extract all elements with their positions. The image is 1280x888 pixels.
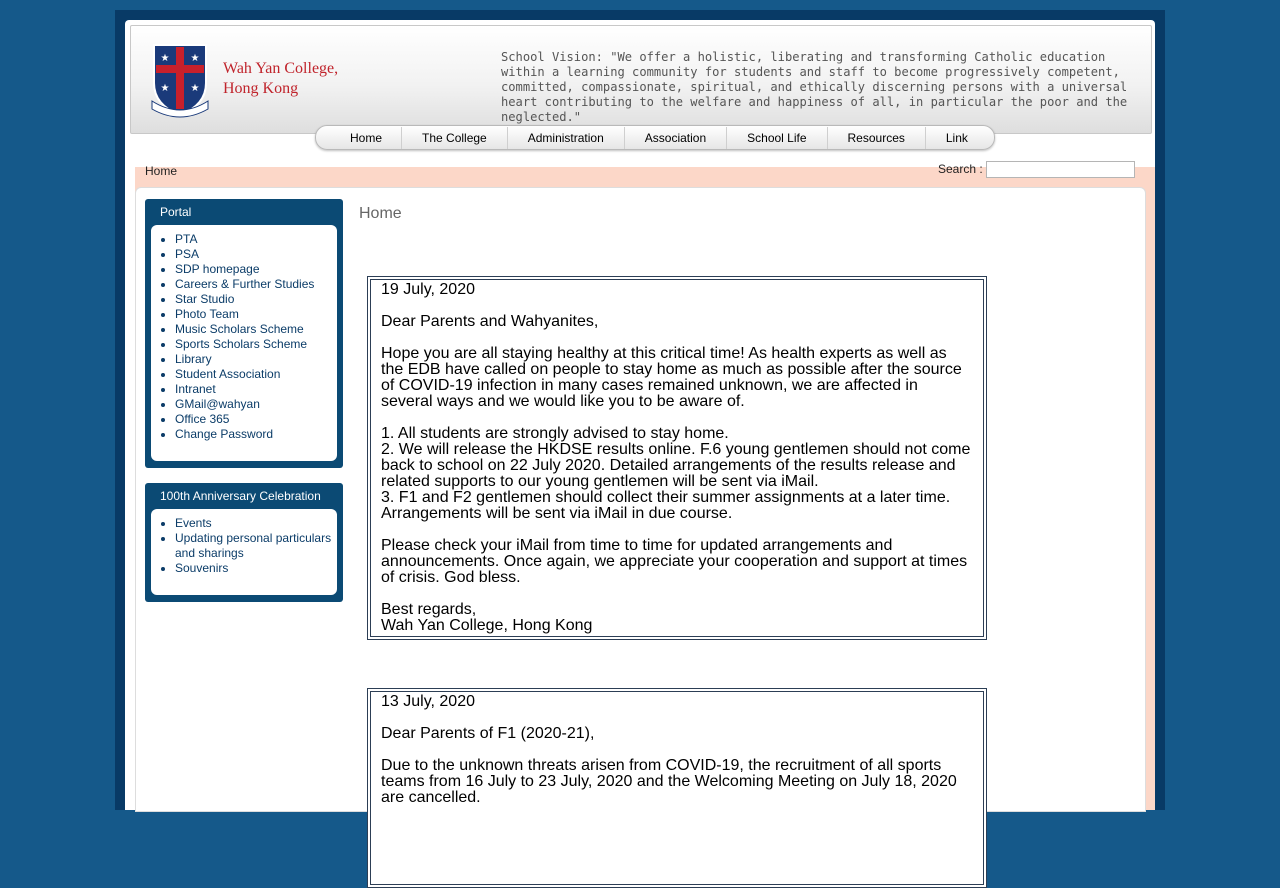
notice-point-2: 2. We will release the HKDSE results online. F.6 young gentlemen should not come back to school on 22 July 2020. Detailed arrangements of the results release and related supports to our young gentlemen will be sent via iMail. bbox=[381, 441, 971, 490]
portal-link-music-scholars[interactable]: Music Scholars Scheme bbox=[175, 322, 304, 336]
notice-box bbox=[367, 276, 987, 640]
portal-link-photo-team[interactable]: Photo Team bbox=[175, 307, 239, 321]
main-nav bbox=[315, 125, 995, 150]
portal-link-sdp-homepage[interactable]: SDP homepage bbox=[175, 262, 260, 276]
list-item bbox=[175, 277, 333, 292]
svg-text:★: ★ bbox=[190, 83, 200, 94]
anniversary-link-souvenirs[interactable]: Souvenirs bbox=[175, 561, 229, 575]
list-item bbox=[175, 367, 333, 382]
portal-link-gmail[interactable]: GMail@wahyan bbox=[175, 397, 260, 411]
notice-regards: Best regards, bbox=[381, 601, 477, 618]
list-item bbox=[175, 516, 333, 531]
anniversary-list bbox=[151, 509, 337, 576]
list-item bbox=[175, 531, 333, 561]
college-name-line1: Wah Yan College, bbox=[223, 60, 339, 77]
portal-link-star-studio[interactable]: Star Studio bbox=[175, 292, 235, 306]
list-item bbox=[175, 292, 333, 307]
portal-link-sports-scholars[interactable]: Sports Scholars Scheme bbox=[175, 337, 308, 351]
notice-date: 19 July, 2020 bbox=[381, 281, 475, 298]
portal-link-change-password[interactable]: Change Password bbox=[175, 427, 274, 441]
portal-box bbox=[145, 199, 343, 468]
list-item bbox=[175, 352, 333, 367]
nav-item-the-college[interactable]: The College bbox=[402, 127, 508, 149]
portal-link-pta[interactable]: PTA bbox=[175, 232, 198, 246]
school-crest-icon bbox=[150, 43, 210, 118]
nav-item-resources[interactable]: Resources bbox=[828, 127, 926, 149]
list-item bbox=[175, 561, 333, 576]
list-item bbox=[175, 262, 333, 277]
list-item bbox=[175, 427, 333, 442]
portal-link-intranet[interactable]: Intranet bbox=[175, 382, 216, 396]
notice-greeting: Dear Parents of F1 (2020-21), bbox=[381, 725, 595, 742]
svg-text:★: ★ bbox=[160, 53, 170, 64]
list-item bbox=[175, 397, 333, 412]
svg-text:★: ★ bbox=[190, 53, 200, 64]
notice-body: Due to the unknown threats arisen from COVID-19, the recruitment of all sports teams from 16 July to 23 July, 2020 and the Welcoming Meeting on July 18, 2020 are cancelled. bbox=[381, 757, 957, 806]
notice-signature: Wah Yan College, Hong Kong bbox=[381, 617, 593, 634]
notice-greeting: Dear Parents and Wahyanites, bbox=[381, 313, 599, 330]
nav-item-link[interactable]: Link bbox=[945, 130, 968, 145]
search-label: Search : bbox=[938, 162, 983, 176]
anniversary-link-updating-particulars[interactable]: Updating personal particulars and sharings bbox=[175, 531, 332, 560]
portal-title: Portal bbox=[160, 205, 192, 219]
page-title: Home bbox=[359, 205, 402, 222]
header-banner bbox=[130, 25, 1152, 134]
list-item bbox=[175, 337, 333, 352]
portal-list bbox=[151, 225, 337, 442]
anniversary-title: 100th Anniversary Celebration bbox=[160, 489, 321, 503]
portal-link-psa[interactable]: PSA bbox=[175, 247, 200, 261]
nav-item-school-life[interactable]: School Life bbox=[727, 127, 827, 149]
list-item bbox=[175, 247, 333, 262]
college-name-line2: Hong Kong bbox=[223, 80, 299, 97]
notice-closing: Please check your iMail from time to time for updated arrangements and announcements. Once again, we appreciate your cooperation and support at times of crisis. God bless. bbox=[381, 537, 968, 586]
nav-item-administration[interactable]: Administration bbox=[508, 127, 625, 149]
portal-link-student-association[interactable]: Student Association bbox=[175, 367, 281, 381]
school-vision-text: School Vision: "We offer a holistic, liberating and transforming Catholic education within a learning community for students and staff to become progressively competent, committed, compassionate, spiritual, and ethically discerning persons with a universal heart contributing to the welfare and happiness of all, in particular the poor and the neglected." bbox=[501, 50, 1128, 124]
list-item bbox=[175, 322, 333, 337]
portal-link-office-365[interactable]: Office 365 bbox=[175, 412, 230, 426]
list-item bbox=[175, 307, 333, 322]
portal-link-careers[interactable]: Careers & Further Studies bbox=[175, 277, 315, 291]
nav-item-home[interactable]: Home bbox=[331, 127, 402, 149]
notice-point-1: 1. All students are strongly advised to stay home. bbox=[381, 425, 729, 442]
anniversary-link-events[interactable]: Events bbox=[175, 516, 212, 530]
nav-item-association[interactable]: Association bbox=[625, 127, 727, 149]
page-container bbox=[115, 10, 1165, 810]
notice-box bbox=[367, 688, 987, 888]
portal-link-library[interactable]: Library bbox=[175, 352, 212, 366]
list-item bbox=[175, 232, 333, 247]
svg-text:★: ★ bbox=[160, 83, 170, 94]
anniversary-box bbox=[145, 483, 343, 602]
portal-list-panel bbox=[151, 225, 337, 461]
list-item bbox=[175, 412, 333, 427]
list-item bbox=[175, 382, 333, 397]
breadcrumb[interactable]: Home bbox=[145, 164, 178, 178]
anniversary-list-panel bbox=[151, 509, 337, 595]
notice-date: 13 July, 2020 bbox=[381, 693, 475, 710]
search-input[interactable] bbox=[986, 161, 1135, 178]
notice-point-3: 3. F1 and F2 gentlemen should collect their summer assignments at a later time. Arrangements will be sent via iMail in due course. bbox=[381, 489, 951, 522]
notice-intro: Hope you are all staying healthy at this critical time! As health experts as well as the EDB have called on people to stay home as much as possible after the source of COVID-19 infection in many cases remained unknown, we are affected in several ways and we would like you to be aware of. bbox=[381, 345, 962, 410]
